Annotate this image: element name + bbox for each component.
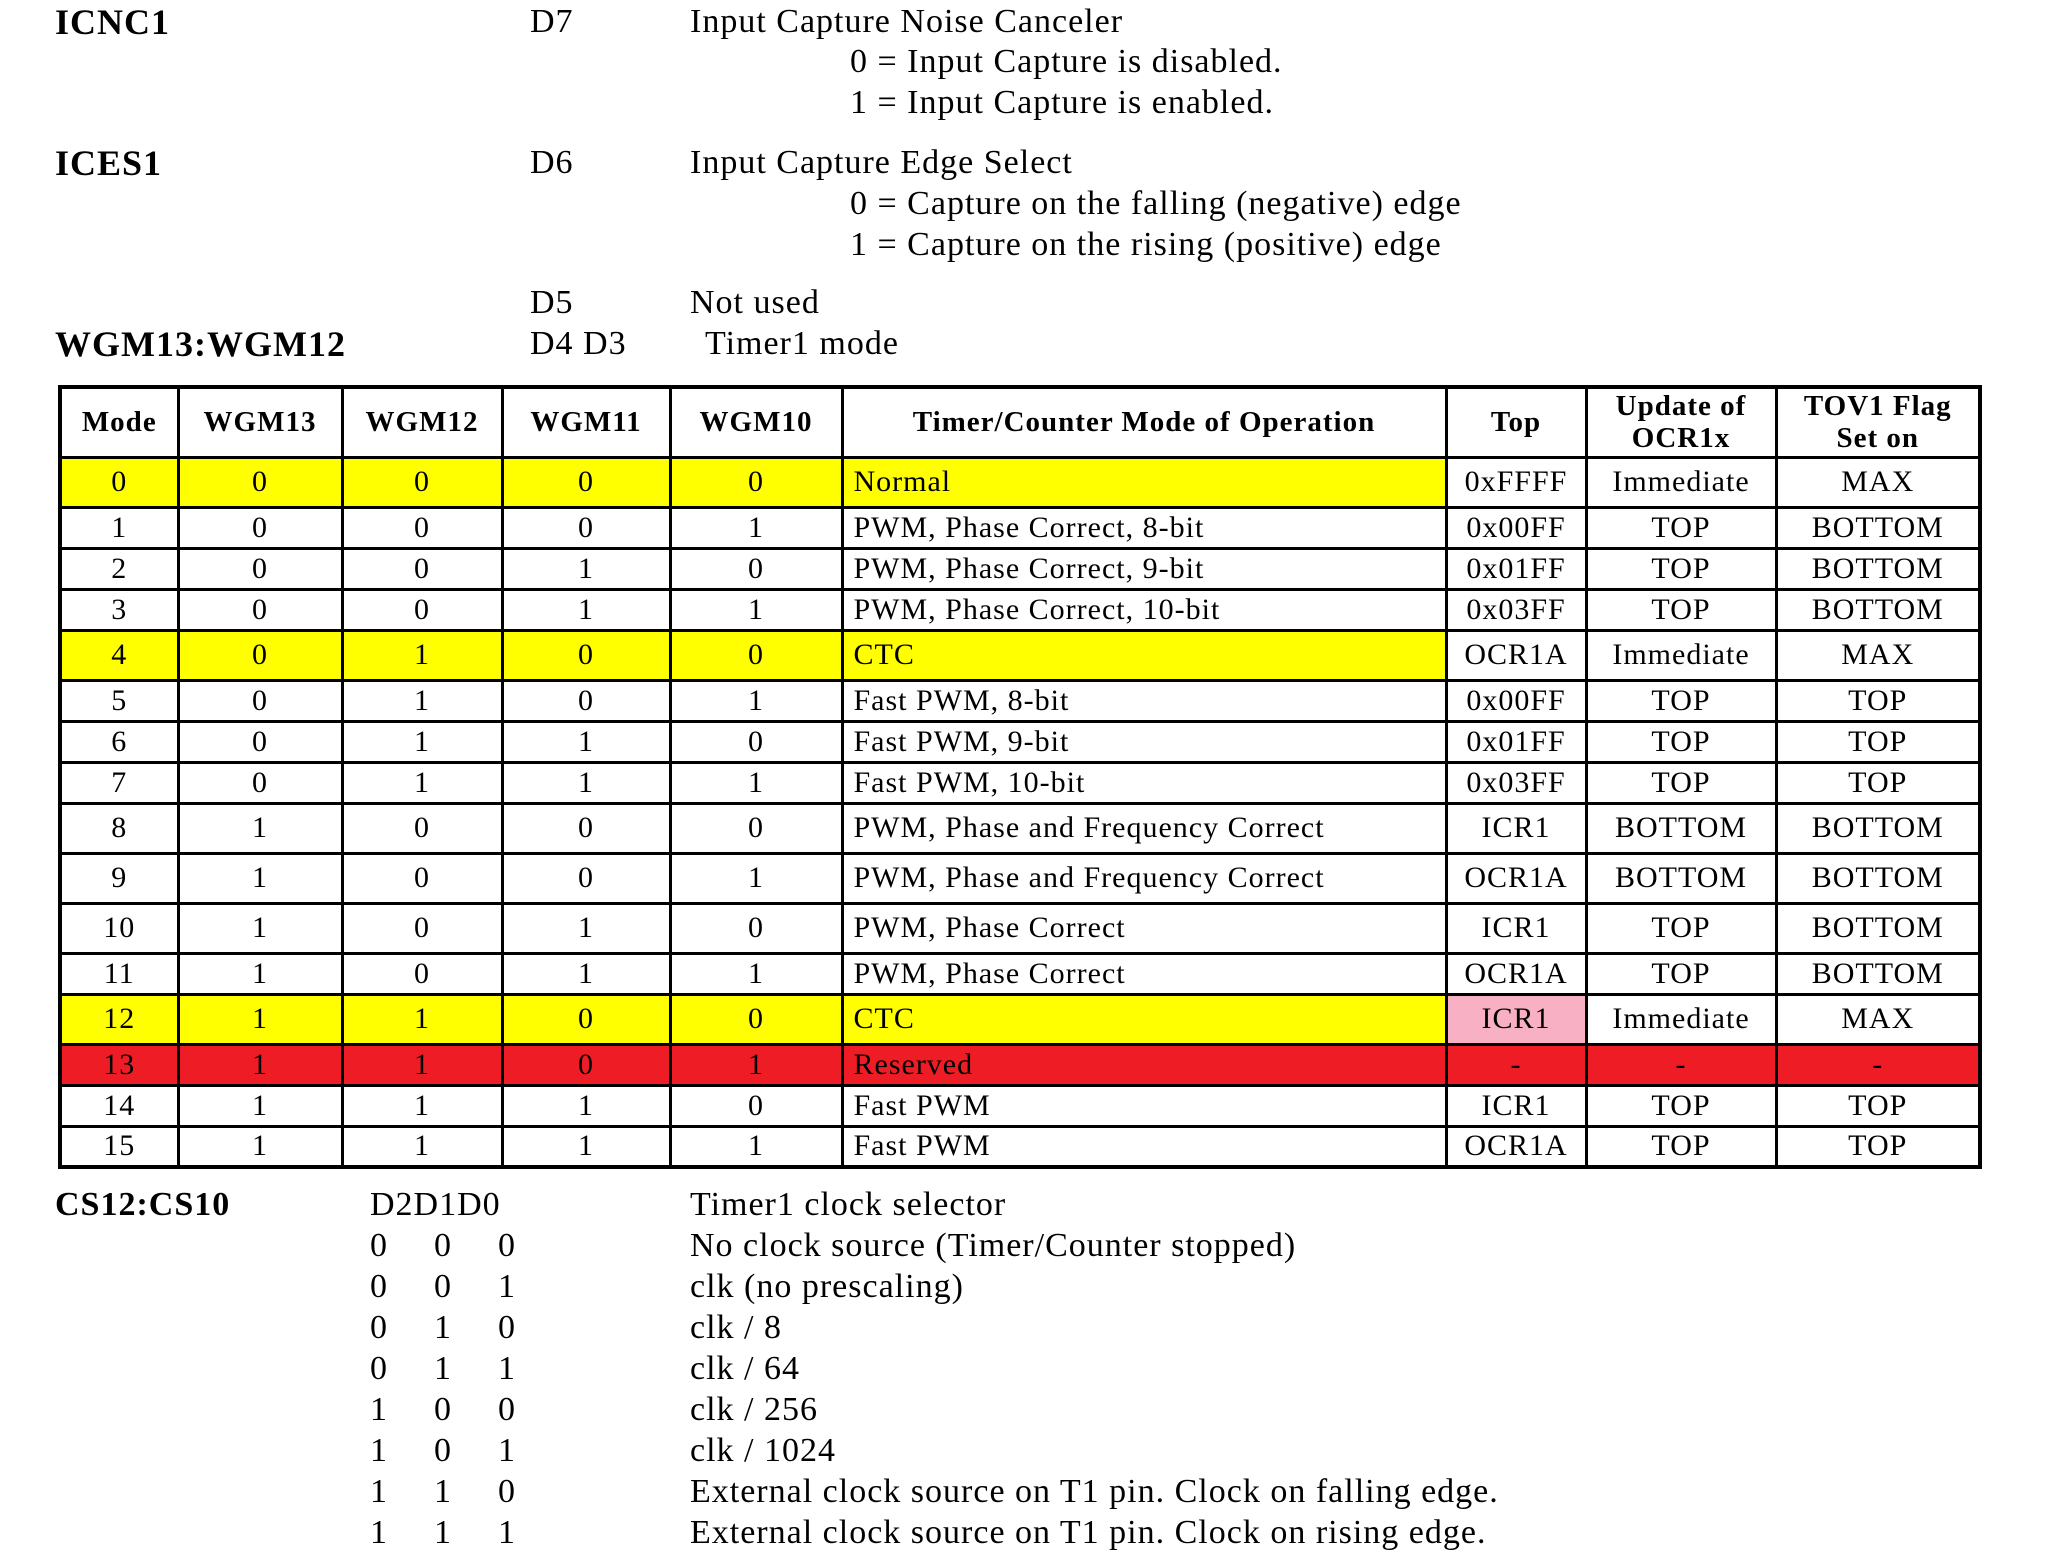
cell-wgm10: 1 <box>670 680 842 721</box>
cell-update: BOTTOM <box>1586 803 1776 853</box>
clock-bit-b1: 0 <box>434 1227 452 1264</box>
cell-wgm13: 1 <box>178 903 342 953</box>
cell-operation: Reserved <box>842 1044 1446 1085</box>
clock-option-bits <box>370 1472 562 1512</box>
cell-wgm12: 1 <box>342 994 502 1044</box>
cell-tov1: BOTTOM <box>1776 507 1980 548</box>
cell-mode: 14 <box>60 1085 178 1126</box>
clock-bit-b1: 1 <box>434 1350 452 1387</box>
cell-wgm11: 1 <box>502 953 670 994</box>
cell-wgm13: 1 <box>178 1044 342 1085</box>
cell-top: OCR1A <box>1446 630 1586 680</box>
cell-mode: 11 <box>60 953 178 994</box>
cell-tov1: MAX <box>1776 994 1980 1044</box>
cell-mode: 9 <box>60 853 178 903</box>
table-row <box>60 630 1980 680</box>
cell-wgm13: 1 <box>178 953 342 994</box>
cell-wgm10: 1 <box>670 853 842 903</box>
cell-wgm10: 0 <box>670 1085 842 1126</box>
cell-mode: 2 <box>60 548 178 589</box>
clock-bit-b1: 0 <box>434 1432 452 1469</box>
clock-option-bits <box>370 1226 562 1266</box>
cell-wgm10: 1 <box>670 589 842 630</box>
cell-wgm11: 0 <box>502 507 670 548</box>
cell-tov1: BOTTOM <box>1776 903 1980 953</box>
header-tov1-line2: Set on <box>1836 422 1920 455</box>
cell-tov1: BOTTOM <box>1776 548 1980 589</box>
cell-mode: 13 <box>60 1044 178 1085</box>
cell-mode: 8 <box>60 803 178 853</box>
d5-desc: Not used <box>690 284 820 321</box>
icnc1-desc: Input Capture Noise Canceler <box>690 3 1124 40</box>
clock-bit-b2: 1 <box>370 1391 388 1428</box>
header-top: Top <box>1446 387 1586 457</box>
header-wgm11: WGM11 <box>502 387 670 457</box>
cell-mode: 10 <box>60 903 178 953</box>
cell-wgm10: 0 <box>670 548 842 589</box>
cell-wgm10: 0 <box>670 721 842 762</box>
cell-wgm12: 1 <box>342 630 502 680</box>
cell-operation: PWM, Phase Correct, 9-bit <box>842 548 1446 589</box>
clock-bit-b2: 0 <box>370 1309 388 1346</box>
cell-mode: 1 <box>60 507 178 548</box>
cell-update: TOP <box>1586 903 1776 953</box>
cell-wgm11: 0 <box>502 680 670 721</box>
table-row <box>60 803 1980 853</box>
cell-top: ICR1 <box>1446 994 1586 1044</box>
cell-wgm12: 1 <box>342 1085 502 1126</box>
cell-wgm10: 0 <box>670 994 842 1044</box>
cell-wgm12: 1 <box>342 1126 502 1167</box>
cell-operation: Fast PWM, 10-bit <box>842 762 1446 803</box>
cell-wgm13: 0 <box>178 457 342 507</box>
cell-tov1: BOTTOM <box>1776 803 1980 853</box>
table-row <box>60 762 1980 803</box>
cell-wgm11: 0 <box>502 457 670 507</box>
cell-wgm12: 1 <box>342 680 502 721</box>
cell-tov1: BOTTOM <box>1776 589 1980 630</box>
cell-wgm13: 0 <box>178 507 342 548</box>
cs-desc: Timer1 clock selector <box>690 1186 1007 1223</box>
cell-operation: Fast PWM <box>842 1126 1446 1167</box>
table-header-row <box>60 387 1980 457</box>
cell-wgm11: 1 <box>502 548 670 589</box>
d5-bit: D5 <box>530 284 574 321</box>
header-mode: Mode <box>60 387 178 457</box>
cell-update: Immediate <box>1586 457 1776 507</box>
cell-wgm10: 1 <box>670 762 842 803</box>
table-row <box>60 1044 1980 1085</box>
table-row <box>60 457 1980 507</box>
cell-tov1: BOTTOM <box>1776 953 1980 994</box>
cell-operation: Fast PWM, 9-bit <box>842 721 1446 762</box>
clock-bit-b1: 1 <box>434 1514 452 1551</box>
cell-wgm10: 0 <box>670 903 842 953</box>
cell-update: - <box>1586 1044 1776 1085</box>
clock-option-desc: clk (no prescaling) <box>690 1268 964 1305</box>
clock-option-desc: clk / 8 <box>690 1309 782 1346</box>
clock-bit-b2: 0 <box>370 1350 388 1387</box>
cell-wgm13: 0 <box>178 548 342 589</box>
cell-operation: CTC <box>842 630 1446 680</box>
cell-wgm13: 0 <box>178 589 342 630</box>
table-row <box>60 853 1980 903</box>
cell-tov1: - <box>1776 1044 1980 1085</box>
cell-top: 0x00FF <box>1446 680 1586 721</box>
table-row <box>60 680 1980 721</box>
clock-bit-b2: 1 <box>370 1514 388 1551</box>
cell-update: TOP <box>1586 721 1776 762</box>
cell-update: TOP <box>1586 1085 1776 1126</box>
cell-wgm13: 1 <box>178 803 342 853</box>
cell-top: ICR1 <box>1446 1085 1586 1126</box>
cell-operation: PWM, Phase Correct, 8-bit <box>842 507 1446 548</box>
cell-mode: 0 <box>60 457 178 507</box>
cell-operation: CTC <box>842 994 1446 1044</box>
header-update <box>1586 387 1776 457</box>
clock-option-desc: clk / 64 <box>690 1350 800 1387</box>
table-row <box>60 507 1980 548</box>
icnc1-option-0: 0 = Input Capture is disabled. <box>850 43 1283 80</box>
cell-top: 0x03FF <box>1446 762 1586 803</box>
clock-bit-b0: 1 <box>498 1268 516 1305</box>
cell-tov1: MAX <box>1776 630 1980 680</box>
cell-top: 0x00FF <box>1446 507 1586 548</box>
cell-wgm13: 0 <box>178 721 342 762</box>
icnc1-name: ICNC1 <box>55 2 171 42</box>
ices1-desc: Input Capture Edge Select <box>690 144 1073 181</box>
cell-update: TOP <box>1586 762 1776 803</box>
wgm-name: WGM13:WGM12 <box>55 324 346 364</box>
cell-wgm12: 1 <box>342 1044 502 1085</box>
table-row <box>60 589 1980 630</box>
cell-wgm12: 0 <box>342 507 502 548</box>
cell-wgm11: 1 <box>502 589 670 630</box>
cell-wgm12: 0 <box>342 548 502 589</box>
cell-mode: 3 <box>60 589 178 630</box>
cell-top: OCR1A <box>1446 953 1586 994</box>
cell-operation: Fast PWM, 8-bit <box>842 680 1446 721</box>
cell-wgm12: 0 <box>342 803 502 853</box>
cell-operation: PWM, Phase Correct <box>842 953 1446 994</box>
table-row <box>60 953 1980 994</box>
cell-tov1: TOP <box>1776 680 1980 721</box>
header-operation: Timer/Counter Mode of Operation <box>842 387 1446 457</box>
header-update-line1: Update of <box>1615 390 1747 423</box>
cell-wgm10: 1 <box>670 507 842 548</box>
cell-wgm12: 0 <box>342 457 502 507</box>
cell-update: TOP <box>1586 953 1776 994</box>
table-row <box>60 903 1980 953</box>
cell-wgm13: 1 <box>178 994 342 1044</box>
cell-operation: PWM, Phase Correct <box>842 903 1446 953</box>
cell-top: OCR1A <box>1446 1126 1586 1167</box>
clock-bit-b0: 0 <box>498 1227 516 1264</box>
cell-top: ICR1 <box>1446 803 1586 853</box>
header-update-line2: OCR1x <box>1631 422 1731 455</box>
cell-top: 0x03FF <box>1446 589 1586 630</box>
table-row <box>60 1085 1980 1126</box>
clock-option-desc: clk / 256 <box>690 1391 818 1428</box>
wgm-desc: Timer1 mode <box>705 325 899 362</box>
header-wgm13: WGM13 <box>178 387 342 457</box>
cell-wgm11: 1 <box>502 903 670 953</box>
cell-operation: PWM, Phase and Frequency Correct <box>842 803 1446 853</box>
clock-bit-b2: 1 <box>370 1432 388 1469</box>
cell-wgm13: 0 <box>178 630 342 680</box>
clock-option-bits <box>370 1308 562 1348</box>
cell-update: TOP <box>1586 548 1776 589</box>
cell-update: TOP <box>1586 680 1776 721</box>
cell-operation: Fast PWM <box>842 1085 1446 1126</box>
cell-wgm12: 0 <box>342 903 502 953</box>
cell-update: BOTTOM <box>1586 853 1776 903</box>
cell-update: TOP <box>1586 589 1776 630</box>
cell-wgm13: 1 <box>178 1126 342 1167</box>
cell-top: ICR1 <box>1446 903 1586 953</box>
clock-option-desc: External clock source on T1 pin. Clock on rising edge. <box>690 1514 1487 1551</box>
cell-wgm11: 0 <box>502 853 670 903</box>
table-row <box>60 548 1980 589</box>
clock-option-bits <box>370 1390 562 1430</box>
cell-wgm10: 0 <box>670 803 842 853</box>
clock-bit-b1: 0 <box>434 1391 452 1428</box>
clock-bit-b1: 1 <box>434 1309 452 1346</box>
cell-operation: PWM, Phase and Frequency Correct <box>842 853 1446 903</box>
clock-option-desc: External clock source on T1 pin. Clock on falling edge. <box>690 1473 1499 1510</box>
cell-tov1: MAX <box>1776 457 1980 507</box>
ices1-name: ICES1 <box>55 143 163 183</box>
cell-wgm13: 0 <box>178 680 342 721</box>
cell-wgm10: 1 <box>670 1044 842 1085</box>
cell-wgm11: 0 <box>502 994 670 1044</box>
header-wgm10: WGM10 <box>670 387 842 457</box>
cell-operation: PWM, Phase Correct, 10-bit <box>842 589 1446 630</box>
wgm-bit: D4 D3 <box>530 325 627 362</box>
cell-mode: 15 <box>60 1126 178 1167</box>
clock-bit-b1: 0 <box>434 1268 452 1305</box>
cell-top: 0x01FF <box>1446 548 1586 589</box>
icnc1-option-1: 1 = Input Capture is enabled. <box>850 84 1274 121</box>
ices1-option-0: 0 = Capture on the falling (negative) edge <box>850 185 1462 222</box>
table-row <box>60 1126 1980 1167</box>
clock-bit-b0: 0 <box>498 1391 516 1428</box>
cell-mode: 7 <box>60 762 178 803</box>
clock-option-bits <box>370 1349 562 1389</box>
cell-tov1: TOP <box>1776 762 1980 803</box>
cell-mode: 12 <box>60 994 178 1044</box>
cell-top: - <box>1446 1044 1586 1085</box>
cell-update: TOP <box>1586 507 1776 548</box>
clock-option-desc: No clock source (Timer/Counter stopped) <box>690 1227 1297 1264</box>
cell-wgm11: 1 <box>502 1085 670 1126</box>
table-row <box>60 721 1980 762</box>
cell-wgm12: 1 <box>342 721 502 762</box>
cell-mode: 5 <box>60 680 178 721</box>
clock-option-bits <box>370 1267 562 1307</box>
clock-bit-b0: 0 <box>498 1473 516 1510</box>
cell-top: 0x01FF <box>1446 721 1586 762</box>
cs-bits: D2D1D0 <box>370 1186 501 1223</box>
table-row <box>60 994 1980 1044</box>
cell-wgm11: 0 <box>502 803 670 853</box>
cell-update: Immediate <box>1586 994 1776 1044</box>
cell-tov1: TOP <box>1776 1085 1980 1126</box>
header-tov1 <box>1776 387 1980 457</box>
cell-update: TOP <box>1586 1126 1776 1167</box>
cell-mode: 4 <box>60 630 178 680</box>
clock-bit-b2: 0 <box>370 1227 388 1264</box>
cell-top: 0xFFFF <box>1446 457 1586 507</box>
cell-top: OCR1A <box>1446 853 1586 903</box>
cell-update: Immediate <box>1586 630 1776 680</box>
clock-bit-b0: 1 <box>498 1514 516 1551</box>
clock-bit-b0: 0 <box>498 1309 516 1346</box>
clock-option-desc: clk / 1024 <box>690 1432 836 1469</box>
cell-wgm13: 0 <box>178 762 342 803</box>
clock-bit-b0: 1 <box>498 1350 516 1387</box>
cell-tov1: TOP <box>1776 721 1980 762</box>
ices1-bit: D6 <box>530 144 574 181</box>
cell-wgm11: 1 <box>502 721 670 762</box>
timer1-mode-table <box>58 385 1982 1169</box>
cell-wgm11: 0 <box>502 1044 670 1085</box>
clock-bit-b2: 0 <box>370 1268 388 1305</box>
header-wgm12: WGM12 <box>342 387 502 457</box>
cell-wgm13: 1 <box>178 853 342 903</box>
clock-bit-b0: 1 <box>498 1432 516 1469</box>
clock-bit-b1: 1 <box>434 1473 452 1510</box>
cell-wgm12: 0 <box>342 853 502 903</box>
icnc1-bit: D7 <box>530 3 574 40</box>
cell-wgm10: 1 <box>670 1126 842 1167</box>
cell-wgm10: 0 <box>670 457 842 507</box>
cell-operation: Normal <box>842 457 1446 507</box>
cell-wgm12: 0 <box>342 589 502 630</box>
cell-wgm12: 1 <box>342 762 502 803</box>
cell-mode: 6 <box>60 721 178 762</box>
header-tov1-line1: TOV1 Flag <box>1803 390 1952 423</box>
cell-wgm10: 1 <box>670 953 842 994</box>
cell-wgm11: 1 <box>502 762 670 803</box>
clock-bit-b2: 1 <box>370 1473 388 1510</box>
cell-tov1: TOP <box>1776 1126 1980 1167</box>
cs-name: CS12:CS10 <box>55 1186 231 1223</box>
cell-tov1: BOTTOM <box>1776 853 1980 903</box>
cell-wgm11: 0 <box>502 630 670 680</box>
cell-wgm13: 1 <box>178 1085 342 1126</box>
cell-wgm11: 1 <box>502 1126 670 1167</box>
cell-wgm10: 0 <box>670 630 842 680</box>
cell-wgm12: 0 <box>342 953 502 994</box>
clock-option-bits <box>370 1431 562 1471</box>
ices1-option-1: 1 = Capture on the rising (positive) edge <box>850 226 1442 263</box>
clock-option-bits <box>370 1513 562 1553</box>
